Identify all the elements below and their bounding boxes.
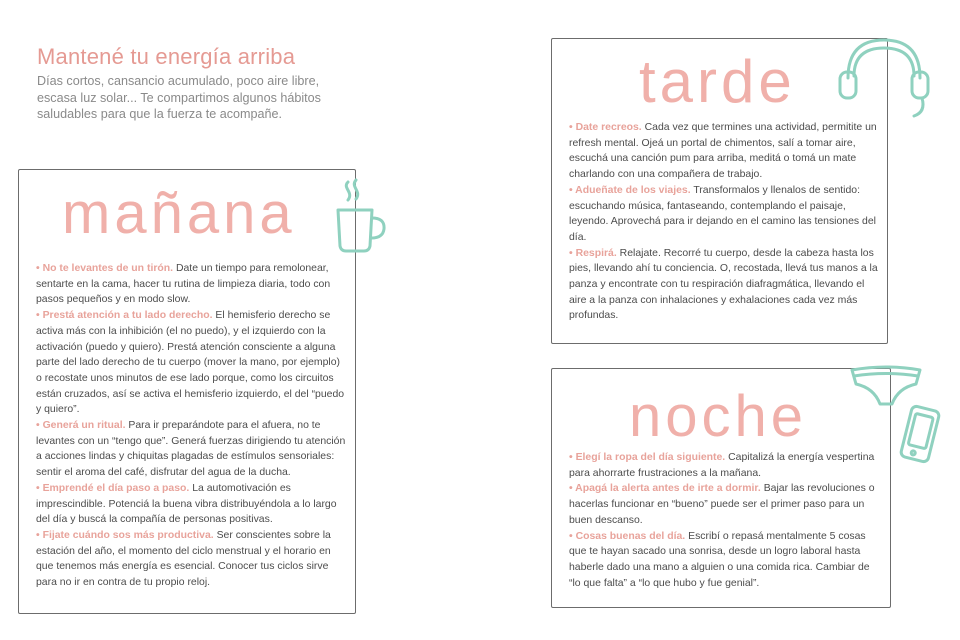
tarde-title: tarde [639,48,796,115]
bullet-dot: • [36,310,43,322]
page-subtitle: Días cortos, cansancio acumulado, poco aire libre, escasa luz solar... Te compartimos algunos hábitos saludables para que la fuerza te acompañe. [37,74,321,121]
item-text: La automotivación es imprescindible. Potenciá la buena vibra distribuyéndola a lo largo del día y buscá la compañía de personas positivas. [36,482,337,526]
bullet-dot: • [569,122,576,133]
item-lead: Date recreos. [575,122,642,133]
tarde-body [569,120,883,324]
item-text: Date un tiempo para remolonear, sentarte en la cama, hacer tu rutina de limpieza diaria, todo con pasos pequeños y en modo slow. [36,263,331,306]
item-text: Transformalos y llenalos de sentido: escuchando música, fantaseando, contemplando el paisaje, leyendo. Aprovechá para ir dejando en el camino las tensiones del día. [569,184,876,243]
bullet-dot: • [36,529,43,541]
item-lead: No te levantes de un tirón. [42,263,174,274]
item-text: Capitalizá la energía vespertina para ahorrarte frustraciones a la mañana. [569,452,875,479]
item-text: El hemisferio derecho se activa más con la inhibición (el no puedo), y el izquierdo con la activación (puedo y quiero). Prestá atención consciente a alguna parte del lado derecho de tu cuerpo (mover la mano, por ejemplo) o recostate unos minutos de ese lado porque, como los circuitos están cruzados, así se activa el hemisferio izquierdo, el del “puedo y quiero”. [36,310,345,416]
noche-body [569,450,883,591]
manana-item [36,481,348,528]
noche-card [551,368,891,608]
manana-title: mañana [62,181,296,246]
manana-card [18,169,356,614]
manana-item [36,308,348,418]
tarde-item [569,246,883,325]
bullet-dot: • [569,452,576,463]
item-lead: Emprendé el día paso a paso. [42,482,190,494]
noche-title: noche [629,384,808,449]
intro [37,44,357,123]
item-lead: Fijate cuándo sos más productiva. [42,529,214,541]
tarde-item [569,183,883,246]
item-text: Cada vez que termines una actividad, permitite un refresh mental. Ojeá un portal de chimentos, salí a tomar aire, escuchá una canción pum para arriba, meditá o tomá un mate charlando con una compañera de trabajo. [569,122,877,181]
coffee-cup-icon [330,176,390,256]
headphones-icon [836,30,932,120]
bullet-dot: • [569,483,576,495]
item-lead: Respirá. [575,247,617,259]
bullet-dot: • [36,482,43,494]
manana-item [36,261,348,308]
bullet-dot: • [569,247,576,259]
item-text: Ser conscientes sobre la estación del año, el momento del ciclo menstrual y el horario en que tenemos más energía es esencial. Conocer tus ciclos sirve para no ir en contra de tu propio reloj. [36,529,331,589]
phone-icon [896,402,946,468]
bullet-dot: • [569,530,576,542]
manana-body [36,261,348,591]
item-text: Escribí o repasá mentalmente 5 cosas que te hayan sacado una sonrisa, desde un logro laboral hasta haberle dado una mano a alguien o una comida rica. Cambiar de “lo que falta” a “lo que hubo y fue genial”. [569,530,870,589]
noche-item [569,529,883,592]
item-text: Para ir preparándote para el afuera, no te levantes con un “tengo que”. Generá fuerzas dirigiendo tu atención a acciones lindas y chiquitas plagadas de estímulos sensoriales: sentir el aroma del café, disfrutar del agua de la ducha. [36,420,346,479]
item-lead: Generá un ritual. [42,420,126,432]
bullet-dot: • [36,420,43,432]
item-text: Bajar las revoluciones o hacerlas funcionar en “bueno” puede ser el primer paso para un buen descanso. [569,483,875,526]
tarde-item [569,120,883,183]
bullet-dot: • [36,263,43,274]
manana-item [36,528,348,591]
manana-item [36,418,348,481]
bullet-dot: • [569,184,576,196]
item-lead: Elegí la ropa del día siguiente. [575,452,726,463]
item-lead: Adueñate de los viajes. [575,184,691,196]
item-lead: Prestá atención a tu lado derecho. [42,310,213,322]
item-lead: Cosas buenas del día. [575,530,686,542]
item-text: Relajate. Recorré tu cuerpo, desde la cabeza hasta los pies, llevando ahí tu conciencia. O, recostada, llevá tus manos a la panza y encontrate con tu respiración diafragmática, llevando el aire a la panza con inhalaciones y exhalaciones cada vez más profundas. [569,247,878,322]
page-title: Mantené tu energía arriba [37,44,296,69]
item-lead: Apagá la alerta antes de irte a dormir. [575,483,761,495]
noche-item [569,450,883,481]
noche-item [569,481,883,528]
